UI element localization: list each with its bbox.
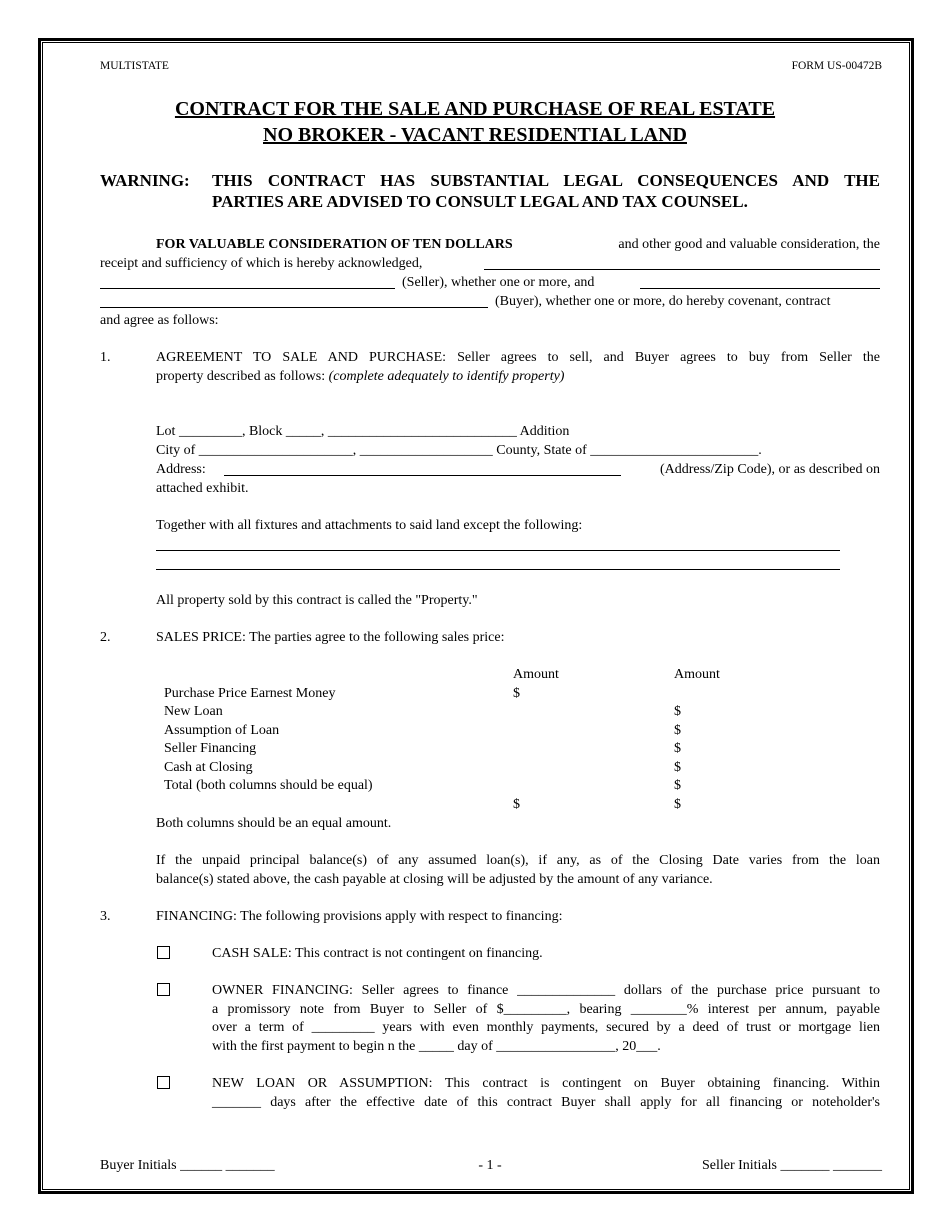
table-row-amount-2[interactable]: $ <box>674 760 681 775</box>
table-row-amount-2[interactable]: $ <box>674 741 681 756</box>
new-loan-line-2: _______ days after the effective date of this contract Buyer shall apply for all financing or noteholder's <box>212 1095 880 1110</box>
intro-line-1-rest: and other good and valuable consideration, the <box>618 237 880 252</box>
fixtures-exception-line-1[interactable] <box>156 550 840 551</box>
page-title: CONTRACT FOR THE SALE AND PURCHASE OF REAL ESTATE <box>174 98 776 120</box>
owner-financing-line-2: a promissory note from Buyer to Seller of $_________, bearing ________% interest per annum, payable <box>212 1002 880 1017</box>
owner-financing-line-1: OWNER FINANCING: Seller agrees to finance ______________ dollars of the purchase price pursuant to <box>212 983 880 998</box>
cash-sale-checkbox[interactable] <box>157 946 170 959</box>
intro-bold: FOR VALUABLE CONSIDERATION OF TEN DOLLARS <box>156 237 513 252</box>
section-2-heading: SALES PRICE: The parties agree to the following sales price: <box>156 630 505 645</box>
seller-initials[interactable]: Seller Initials _______ _______ <box>701 1158 882 1173</box>
section-1-line-2b: (complete adequately to identify property) <box>328 369 565 384</box>
section-2-number: 2. <box>100 630 111 645</box>
table-row-label: New Loan <box>164 704 223 719</box>
total-amount-2[interactable]: $ <box>674 797 681 812</box>
owner-financing-line-4: with the first payment to begin n the _____ day of _________________, 20___. <box>212 1039 661 1054</box>
table-row-label: Assumption of Loan <box>164 723 280 738</box>
section-1-line-1: AGREEMENT TO SALE AND PURCHASE: Seller agrees to sell, and Buyer agrees to buy from Seller the <box>156 350 880 365</box>
buyer-name-line-2[interactable] <box>100 307 488 308</box>
warning-label: WARNING: <box>100 171 190 190</box>
warning-line-1: THIS CONTRACT HAS SUBSTANTIAL LEGAL CONSEQUENCES AND THE <box>212 171 880 190</box>
property-definition: All property sold by this contract is called the "Property." <box>156 593 478 608</box>
table-row-amount-2[interactable]: $ <box>674 778 681 793</box>
amount-column-1-header: Amount <box>513 667 559 682</box>
intro-buyer-text: (Buyer), whether one or more, do hereby covenant, contract <box>495 294 831 309</box>
total-amount-1[interactable]: $ <box>513 797 520 812</box>
table-row-amount-1[interactable]: $ <box>513 686 520 701</box>
fixtures-exception-line-2[interactable] <box>156 569 840 570</box>
intro-line-2: receipt and sufficiency of which is hereby acknowledged, <box>100 256 423 271</box>
address-label: Address: <box>156 462 206 477</box>
owner-financing-line-3: over a term of _________ years with even monthly payments, secured by a deed of trust or mortgage lien <box>212 1020 880 1035</box>
table-row-label: Purchase Price Earnest Money <box>164 686 336 701</box>
amount-column-2-header: Amount <box>674 667 720 682</box>
new-loan-checkbox[interactable] <box>157 1076 170 1089</box>
attached-exhibit: attached exhibit. <box>156 481 249 496</box>
section-3-number: 3. <box>100 909 111 924</box>
header-left: MULTISTATE <box>100 60 169 72</box>
page-number: - 1 - <box>478 1158 502 1173</box>
buyer-name-line-1[interactable] <box>640 288 880 289</box>
section-3-heading: FINANCING: The following provisions apply with respect to financing: <box>156 909 563 924</box>
new-loan-line-1: NEW LOAN OR ASSUMPTION: This contract is contingent on Buyer obtaining financing. Within <box>212 1076 880 1091</box>
address-rest: (Address/Zip Code), or as described on <box>659 462 880 477</box>
table-row-label: Total (both columns should be equal) <box>164 778 373 793</box>
unpaid-balance-line-2: balance(s) stated above, the cash payable at closing will be adjusted by the amount of any variance. <box>156 872 713 887</box>
address-field-line[interactable] <box>224 475 621 476</box>
section-1-number: 1. <box>100 350 111 365</box>
equal-columns-note: Both columns should be an equal amount. <box>156 816 392 831</box>
owner-financing-checkbox[interactable] <box>157 983 170 996</box>
table-row-amount-2[interactable]: $ <box>674 704 681 719</box>
table-row-label: Cash at Closing <box>164 760 253 775</box>
fixtures-text: Together with all fixtures and attachments to said land except the following: <box>156 518 583 533</box>
warning-line-2: PARTIES ARE ADVISED TO CONSULT LEGAL AND TAX COUNSEL. <box>212 192 748 211</box>
section-1-line-2a: property described as follows: <box>156 369 326 384</box>
lot-block-line: Lot _________, Block _____, ___________________________ Addition <box>156 424 570 439</box>
unpaid-balance-line-1: If the unpaid principal balance(s) of any assumed loan(s), if any, as of the Closing Date varies from the loan <box>156 853 880 868</box>
city-county-state-line: City of ______________________, ___________________ County, State of ________________________. <box>156 443 762 458</box>
cash-sale-text: CASH SALE: This contract is not contingent on financing. <box>212 946 543 961</box>
seller-name-line-2[interactable] <box>100 288 395 289</box>
page-subtitle: NO BROKER - VACANT RESIDENTIAL LAND <box>263 124 687 146</box>
header-form-number: FORM US-00472B <box>791 60 882 72</box>
intro-line-5: and agree as follows: <box>100 313 219 328</box>
intro-line-1 <box>156 236 880 255</box>
table-row-amount-2[interactable]: $ <box>674 723 681 738</box>
section-1-line-2 <box>156 368 564 387</box>
intro-seller-text: (Seller), whether one or more, and <box>402 275 595 290</box>
buyer-initials[interactable]: Buyer Initials ______ _______ <box>100 1158 275 1173</box>
table-row-label: Seller Financing <box>164 741 257 756</box>
seller-name-line-1[interactable] <box>484 269 880 270</box>
